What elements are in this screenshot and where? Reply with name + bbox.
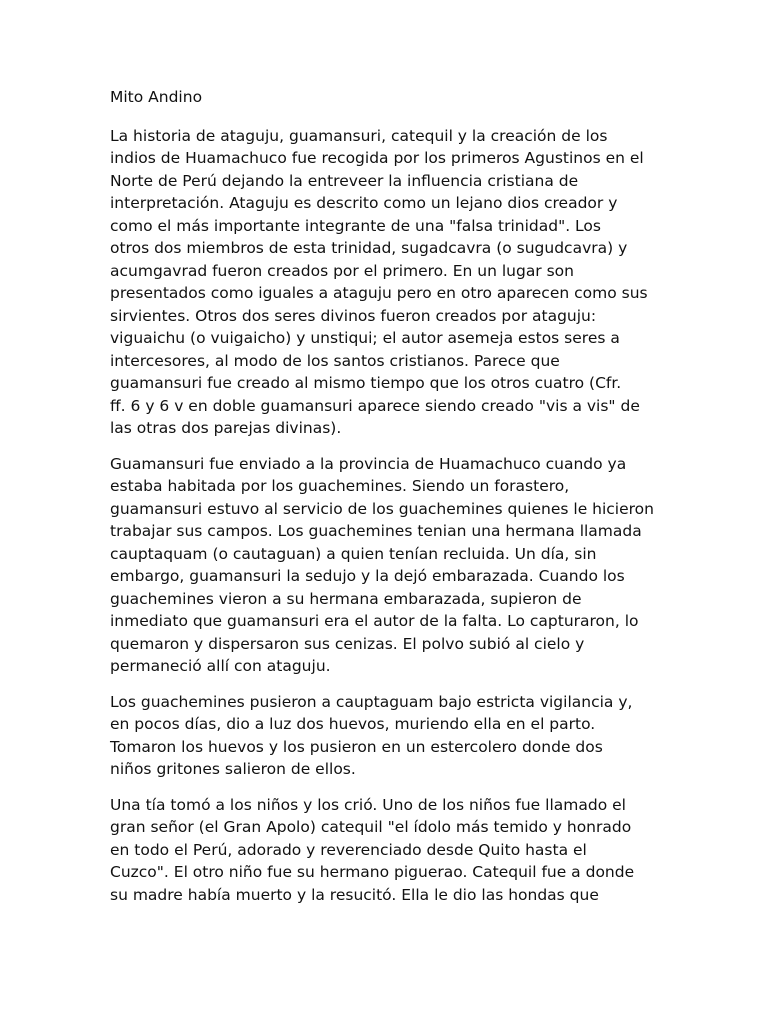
text-line: interpretación. Ataguju es descrito como un lejano dios creador y	[110, 194, 618, 212]
text-line: Guamansuri fue enviado a la provincia de Huamachuco cuando ya	[110, 454, 627, 473]
text-line: en todo el Perú, adorado y reverenciado desde Quito hasta el	[110, 840, 587, 859]
text-line: niños gritones salieron de ellos.	[110, 760, 356, 778]
text-line: Los guachemines pusieron a cauptaguam bajo estricta vigilancia y,	[110, 692, 633, 711]
text-line: las otras dos parejas divinas).	[110, 419, 342, 437]
text-line: indios de Huamachuco fue recogida por los primeros Agustinos en el	[110, 149, 644, 167]
text-line: estaba habitada por los guachemines. Siendo un forastero,	[110, 477, 570, 495]
document-title: Mito Andino	[110, 88, 203, 106]
text-line: guamansuri fue creado al mismo tiempo que los otros cuatro (Cfr.	[110, 374, 622, 392]
text-line: Tomaron los huevos y los pusieron en un estercolero donde dos	[110, 737, 603, 756]
paragraph-2	[110, 453, 666, 678]
text-line: guachemines vieron a su hermana embarazada, supieron de	[110, 589, 582, 608]
paragraph-1	[110, 125, 666, 440]
text-line: trabajar sus campos. Los guachemines tenian una hermana llamada	[110, 522, 642, 540]
text-line: ff. 6 y 6 v en doble guamansuri aparece siendo creado "vis a vis" de	[110, 396, 640, 415]
text-line: viguaichu (o vuigaicho) y unstiqui; el autor asemeja estos seres a	[110, 329, 620, 347]
paragraph-4	[110, 794, 666, 907]
text-line: embargo, guamansuri la sedujo y la dejó embarazada. Cuando los	[110, 567, 625, 585]
text-line: permaneció allí con ataguju.	[110, 657, 331, 675]
text-line: intercesores, al modo de los santos cristianos. Parece que	[110, 351, 560, 370]
text-line: Norte de Perú dejando la entreveer la influencia cristiana de	[110, 171, 579, 190]
document-body	[110, 86, 666, 919]
text-line: La historia de ataguju, guamansuri, catequil y la creación de los	[110, 126, 608, 145]
text-line: como el más importante integrante de una "falsa trinidad". Los	[110, 216, 601, 235]
text-line: quemaron y dispersaron sus cenizas. El polvo subió al cielo y	[110, 634, 585, 653]
text-line: guamansuri estuvo al servicio de los guachemines quienes le hicieron	[110, 499, 654, 518]
text-line: en pocos días, dio a luz dos huevos, muriendo ella en el parto.	[110, 715, 596, 733]
text-line: Cuzco". El otro niño fue su hermano piguerao. Catequil fue a donde	[110, 863, 635, 881]
paragraph-3	[110, 691, 666, 781]
text-line: gran señor (el Gran Apolo) catequil "el ídolo más temido y honrado	[110, 818, 632, 836]
text-line: su madre había muerto y la resucitó. Ella le dio las hondas que	[110, 885, 599, 904]
text-line: sirvientes. Otros dos seres divinos fueron creados por ataguju:	[110, 306, 597, 325]
text-line: presentados como iguales a ataguju pero en otro aparecen como sus	[110, 284, 648, 302]
text-line: Una tía tomó a los niños y los crió. Uno de los niños fue llamado el	[110, 795, 626, 814]
text-line: otros dos miembros de esta trinidad, sugadcavra (o sugudcavra) y	[110, 239, 628, 257]
text-line: acumgavrad fueron creados por el primero. En un lugar son	[110, 261, 574, 280]
text-line: cauptaquam (o cautaguan) a quien tenían recluida. Un día, sin	[110, 544, 597, 563]
text-line: inmediato que guamansuri era el autor de la falta. Lo capturaron, lo	[110, 612, 639, 630]
